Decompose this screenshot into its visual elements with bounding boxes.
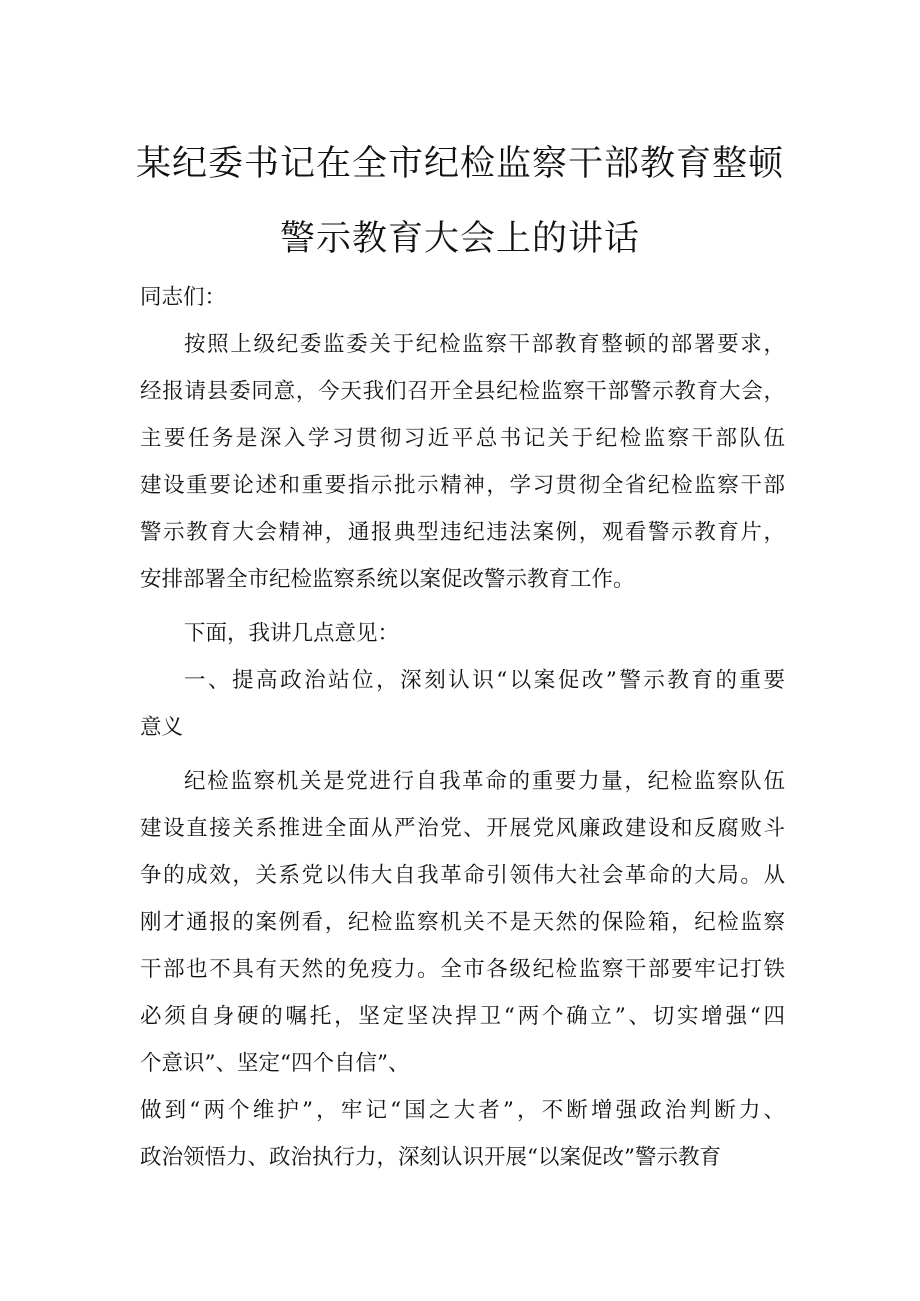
paragraph-line: 安排部署全市纪检监察系统以案促改警示教育工作。	[140, 567, 635, 592]
salutation: 同志们：	[140, 285, 227, 310]
paragraph-line: 按照上级纪委监委关于纪检监察干部教育整顿的部署要求，	[184, 332, 785, 357]
paragraph	[140, 765, 785, 1094]
paragraph	[140, 1094, 785, 1188]
paragraph-line: 建设重要论述和重要指示批示精神，学习贯彻全省纪检监察干部	[140, 473, 785, 498]
paragraph-line: 建设直接关系推进全面从严治党、开展党风廉政建设和反腐败斗	[140, 816, 785, 841]
paragraph-line: 政治领悟力、政治执行力，深刻认识开展“以案促改”警示教育	[140, 1145, 721, 1170]
paragraph-line: 纪检监察机关是党进行自我革命的重要力量，纪检监察队伍	[184, 769, 785, 794]
paragraph-line: 意义	[140, 715, 184, 740]
document-body	[140, 281, 785, 1188]
paragraph-line: 做到“两个维护”，牢记“国之大者”，不断增强政治判断力、	[140, 1098, 785, 1123]
paragraph-line: 必须自身硬的嘱托，坚定坚决捍卫“两个确立”、切实增强“四	[140, 1004, 785, 1029]
paragraph-line: 干部也不具有天然的免疫力。全市各级纪检监察干部要牢记打铁	[140, 957, 785, 982]
document-title-line-1: 某纪委书记在全市纪检监察干部教育整顿	[135, 144, 784, 184]
paragraph-line: 刚才通报的案例看，纪检监察机关不是天然的保险箱，纪检监察	[140, 910, 785, 935]
paragraph-line: 主要任务是深入学习贯彻习近平总书记关于纪检监察干部队伍	[140, 426, 785, 451]
paragraph	[140, 617, 785, 664]
paragraph	[140, 664, 785, 758]
paragraph-line: 一、提高政治站位，深刻认识“以案促改”警示教育的重要	[184, 668, 785, 693]
paragraph-line: 经报请县委同意，今天我们召开全县纪检监察干部警示教育大会，	[140, 379, 785, 404]
paragraph-line: 警示教育大会精神，通报典型违纪违法案例，观看警示教育片，	[140, 520, 785, 545]
paragraph	[140, 328, 785, 610]
paragraph-line: 下面，我讲几点意见：	[184, 621, 400, 646]
document-title-line-2: 警示教育大会上的讲话	[279, 219, 640, 259]
paragraph-line: 个意识”、坚定“四个自信”、	[140, 1051, 410, 1076]
paragraph-line: 争的成效，关系党以伟大自我革命引领伟大社会革命的大局。从	[140, 863, 785, 888]
